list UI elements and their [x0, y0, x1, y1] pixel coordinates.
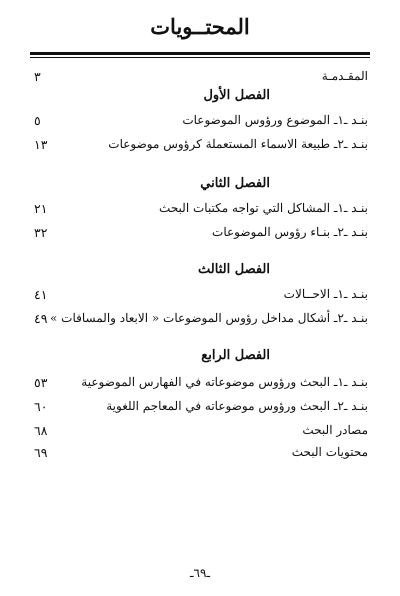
toc-entry-label: مصادر البحث: [302, 423, 368, 437]
toc-entry-page: ٣٢: [34, 224, 48, 240]
title-rule-thick: [30, 52, 370, 55]
toc-entry-label: بنـد ـ١ـ الاحــالات: [283, 287, 368, 301]
chapter-heading-3: الفصل الثالث: [198, 262, 270, 277]
toc-entry-label: بنـد ـ١ـ البحث ورؤوس موضوعاته في الفهارس الموضوعية: [81, 375, 368, 389]
toc-entry: [34, 110, 368, 130]
toc-entry: [34, 222, 368, 242]
toc-entry-label: المقـدمـة: [321, 69, 368, 83]
toc-entry: [34, 396, 368, 416]
page-number: ـ٦٩ـ: [190, 566, 210, 580]
toc-entry-page: ٥٣: [34, 374, 48, 390]
chapter-heading-1: الفصل الأول: [203, 88, 270, 103]
toc-entry-label: بنـد ـ٢ـ أشكال مداخل رؤوس الموضوعات « الابعاد والمسافات »: [50, 311, 368, 325]
toc-entry: [34, 372, 368, 392]
toc-entry-page: ٥: [34, 112, 41, 128]
toc-entry-page: ٤١: [34, 286, 48, 302]
toc-entry: [34, 308, 368, 328]
chapter-heading-2: الفصل الثاني: [200, 176, 270, 191]
toc-entry-page: ٣: [34, 68, 41, 84]
toc-entry-label: محتويات البحث: [291, 445, 368, 459]
toc-entry-page: ٢١: [34, 200, 48, 216]
toc-entry-intro: [34, 66, 368, 86]
toc-entry: [34, 284, 368, 304]
title-rule-thin: [30, 57, 370, 58]
chapter-heading-4: الفصل الرابع: [201, 348, 270, 363]
toc-entry-sources: [34, 420, 368, 440]
toc-entry-page: ٦٩: [34, 444, 48, 460]
toc-entry-page: ٤٩: [34, 310, 48, 326]
toc-entry-label: بنـد ـ١ـ المشاكل التي تواجه مكتبات البحث: [159, 201, 368, 215]
toc-entry-page: ٦٠: [34, 398, 48, 414]
toc-entry-label: بنـد ـ٢ـ بنـاء رؤوس الموضوعات: [212, 225, 368, 239]
toc-entry-page: ٦٨: [34, 422, 48, 438]
page-title: المحتــويات: [150, 14, 250, 39]
toc-entry-label: بنـد ـ٢ـ البحث ورؤوس موضوعاته في المعاجم اللغوية: [106, 399, 368, 413]
toc-entry-label: بنـد ـ٢ـ طبيعة الاسماء المستعملة كرؤوس موضوعات: [108, 137, 368, 151]
toc-entry-label: بنـد ـ١ـ الموضوع ورؤوس الموضوعات: [182, 113, 368, 127]
toc-entry-contents: [34, 442, 368, 462]
toc-entry-page: ١٣: [34, 136, 48, 152]
toc-entry: [34, 134, 368, 154]
toc-entry: [34, 198, 368, 218]
